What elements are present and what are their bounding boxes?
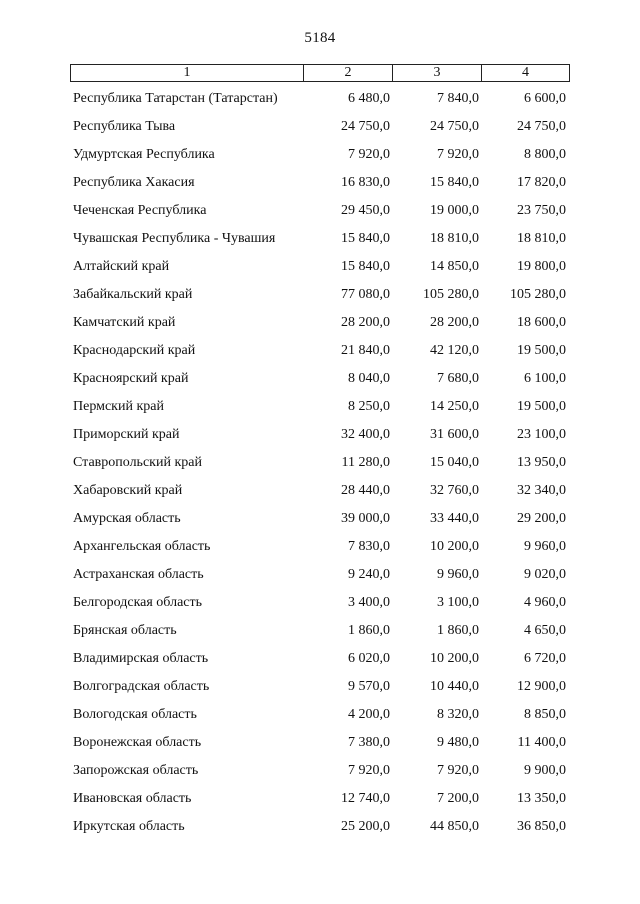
region-name: Иркутская область — [73, 819, 185, 834]
value-column-3: 9 480,0 — [437, 735, 479, 750]
value-column-2: 8 040,0 — [348, 371, 390, 386]
value-column-3: 10 440,0 — [430, 679, 479, 694]
value-column-4: 6 720,0 — [524, 651, 566, 666]
region-name: Хабаровский край — [73, 483, 183, 498]
value-column-3: 7 920,0 — [437, 147, 479, 162]
region-name: Республика Хакасия — [73, 175, 195, 190]
value-column-3: 32 760,0 — [430, 483, 479, 498]
value-column-3: 7 920,0 — [437, 763, 479, 778]
value-column-3: 14 250,0 — [430, 399, 479, 414]
column-header-2: 2 — [303, 65, 392, 81]
value-column-4: 23 750,0 — [517, 203, 566, 218]
value-column-3: 31 600,0 — [430, 427, 479, 442]
region-name: Приморский край — [73, 427, 180, 442]
table-row — [70, 365, 570, 393]
value-column-3: 7 840,0 — [437, 91, 479, 106]
table-row — [70, 589, 570, 617]
value-column-3: 8 320,0 — [437, 707, 479, 722]
value-column-2: 29 450,0 — [341, 203, 390, 218]
value-column-2: 9 240,0 — [348, 567, 390, 582]
value-column-2: 28 440,0 — [341, 483, 390, 498]
value-column-2: 15 840,0 — [341, 231, 390, 246]
value-column-2: 32 400,0 — [341, 427, 390, 442]
value-column-3: 28 200,0 — [430, 315, 479, 330]
value-column-4: 12 900,0 — [517, 679, 566, 694]
table-row — [70, 141, 570, 169]
table-row — [70, 197, 570, 225]
value-column-2: 7 830,0 — [348, 539, 390, 554]
value-column-4: 19 800,0 — [517, 259, 566, 274]
table-row — [70, 617, 570, 645]
value-column-2: 7 380,0 — [348, 735, 390, 750]
table-body — [70, 85, 570, 841]
value-column-4: 19 500,0 — [517, 343, 566, 358]
value-column-2: 77 080,0 — [341, 287, 390, 302]
table-row — [70, 337, 570, 365]
value-column-2: 11 280,0 — [341, 455, 390, 470]
value-column-4: 11 400,0 — [517, 735, 566, 750]
table-row — [70, 505, 570, 533]
region-name: Белгородская область — [73, 595, 203, 610]
region-name: Забайкальский край — [73, 287, 193, 302]
value-column-4: 8 800,0 — [524, 147, 566, 162]
value-column-2: 7 920,0 — [348, 763, 390, 778]
table-row — [70, 225, 570, 253]
region-name: Чеченская Республика — [73, 203, 207, 218]
value-column-4: 4 960,0 — [524, 595, 566, 610]
value-column-4: 13 350,0 — [517, 791, 566, 806]
value-column-4: 6 100,0 — [524, 371, 566, 386]
value-column-2: 9 570,0 — [348, 679, 390, 694]
region-name: Владимирская область — [73, 651, 209, 666]
column-header-1: 1 — [183, 65, 191, 80]
value-column-4: 19 500,0 — [517, 399, 566, 414]
value-column-3: 9 960,0 — [437, 567, 479, 582]
value-column-3: 7 200,0 — [437, 791, 479, 806]
value-column-4: 9 020,0 — [524, 567, 566, 582]
value-column-2: 16 830,0 — [341, 175, 390, 190]
value-column-3: 24 750,0 — [430, 119, 479, 134]
value-column-2: 1 860,0 — [348, 623, 390, 638]
value-column-4: 13 950,0 — [517, 455, 566, 470]
value-column-2: 7 920,0 — [348, 147, 390, 162]
region-name: Ивановская область — [73, 791, 192, 806]
table-row — [70, 785, 570, 813]
value-column-4: 32 340,0 — [517, 483, 566, 498]
value-column-3: 33 440,0 — [430, 511, 479, 526]
value-column-3: 44 850,0 — [430, 819, 479, 834]
table-row — [70, 813, 570, 841]
region-name: Запорожская область — [73, 763, 199, 778]
region-name: Краснодарский край — [73, 343, 196, 358]
value-column-2: 25 200,0 — [341, 819, 390, 834]
value-column-4: 23 100,0 — [517, 427, 566, 442]
value-column-2: 12 740,0 — [341, 791, 390, 806]
value-column-4: 9 900,0 — [524, 763, 566, 778]
value-column-2: 24 750,0 — [341, 119, 390, 134]
region-name: Ставропольский край — [73, 455, 202, 470]
region-name: Республика Тыва — [73, 119, 176, 134]
value-column-2: 21 840,0 — [341, 343, 390, 358]
region-name: Брянская область — [73, 623, 177, 638]
value-column-4: 4 650,0 — [524, 623, 566, 638]
value-column-3: 15 840,0 — [430, 175, 479, 190]
table-row — [70, 85, 570, 113]
column-header-4: 4 — [481, 65, 569, 81]
table-row — [70, 477, 570, 505]
value-column-4: 29 200,0 — [517, 511, 566, 526]
value-column-4: 18 600,0 — [517, 315, 566, 330]
table-row — [70, 253, 570, 281]
value-column-2: 15 840,0 — [341, 259, 390, 274]
table-row — [70, 701, 570, 729]
region-name: Красноярский край — [73, 371, 189, 386]
table-row — [70, 561, 570, 589]
table-row — [70, 757, 570, 785]
table-row — [70, 533, 570, 561]
region-name: Амурская область — [73, 511, 181, 526]
value-column-3: 10 200,0 — [430, 539, 479, 554]
region-name: Чувашская Республика - Чувашия — [73, 231, 276, 246]
value-column-2: 39 000,0 — [341, 511, 390, 526]
region-name: Пермский край — [73, 399, 164, 414]
value-column-4: 9 960,0 — [524, 539, 566, 554]
value-column-4: 24 750,0 — [517, 119, 566, 134]
table-row — [70, 729, 570, 757]
value-column-4: 8 850,0 — [524, 707, 566, 722]
region-name: Астраханская область — [73, 567, 204, 582]
value-column-3: 15 040,0 — [430, 455, 479, 470]
region-name: Удмуртская Республика — [73, 147, 215, 162]
value-column-4: 17 820,0 — [517, 175, 566, 190]
value-column-3: 3 100,0 — [437, 595, 479, 610]
value-column-3: 7 680,0 — [437, 371, 479, 386]
value-column-4: 105 280,0 — [510, 287, 566, 302]
page-number: 5184 — [304, 30, 336, 46]
table-row — [70, 169, 570, 197]
value-column-2: 4 200,0 — [348, 707, 390, 722]
value-column-4: 36 850,0 — [517, 819, 566, 834]
table-row — [70, 113, 570, 141]
table-row — [70, 449, 570, 477]
table-row — [70, 421, 570, 449]
value-column-3: 1 860,0 — [437, 623, 479, 638]
region-name: Архангельская область — [73, 539, 211, 554]
value-column-3: 19 000,0 — [430, 203, 479, 218]
table-row — [70, 645, 570, 673]
table-row — [70, 673, 570, 701]
table-row — [70, 309, 570, 337]
value-column-2: 6 020,0 — [348, 651, 390, 666]
column-header-3: 3 — [392, 65, 481, 81]
region-name: Республика Татарстан (Татарстан) — [73, 91, 278, 106]
value-column-3: 105 280,0 — [423, 287, 479, 302]
region-name: Волгоградская область — [73, 679, 210, 694]
value-column-2: 28 200,0 — [341, 315, 390, 330]
table-header-row — [70, 64, 570, 82]
region-name: Алтайский край — [73, 259, 170, 274]
value-column-3: 42 120,0 — [430, 343, 479, 358]
value-column-2: 8 250,0 — [348, 399, 390, 414]
table-row — [70, 393, 570, 421]
table-row — [70, 281, 570, 309]
value-column-3: 14 850,0 — [430, 259, 479, 274]
region-name: Вологодская область — [73, 707, 197, 722]
region-name: Воронежская область — [73, 735, 202, 750]
value-column-2: 6 480,0 — [348, 91, 390, 106]
value-column-2: 3 400,0 — [348, 595, 390, 610]
value-column-3: 18 810,0 — [430, 231, 479, 246]
value-column-4: 18 810,0 — [517, 231, 566, 246]
value-column-4: 6 600,0 — [524, 91, 566, 106]
region-name: Камчатский край — [73, 315, 176, 330]
value-column-3: 10 200,0 — [430, 651, 479, 666]
